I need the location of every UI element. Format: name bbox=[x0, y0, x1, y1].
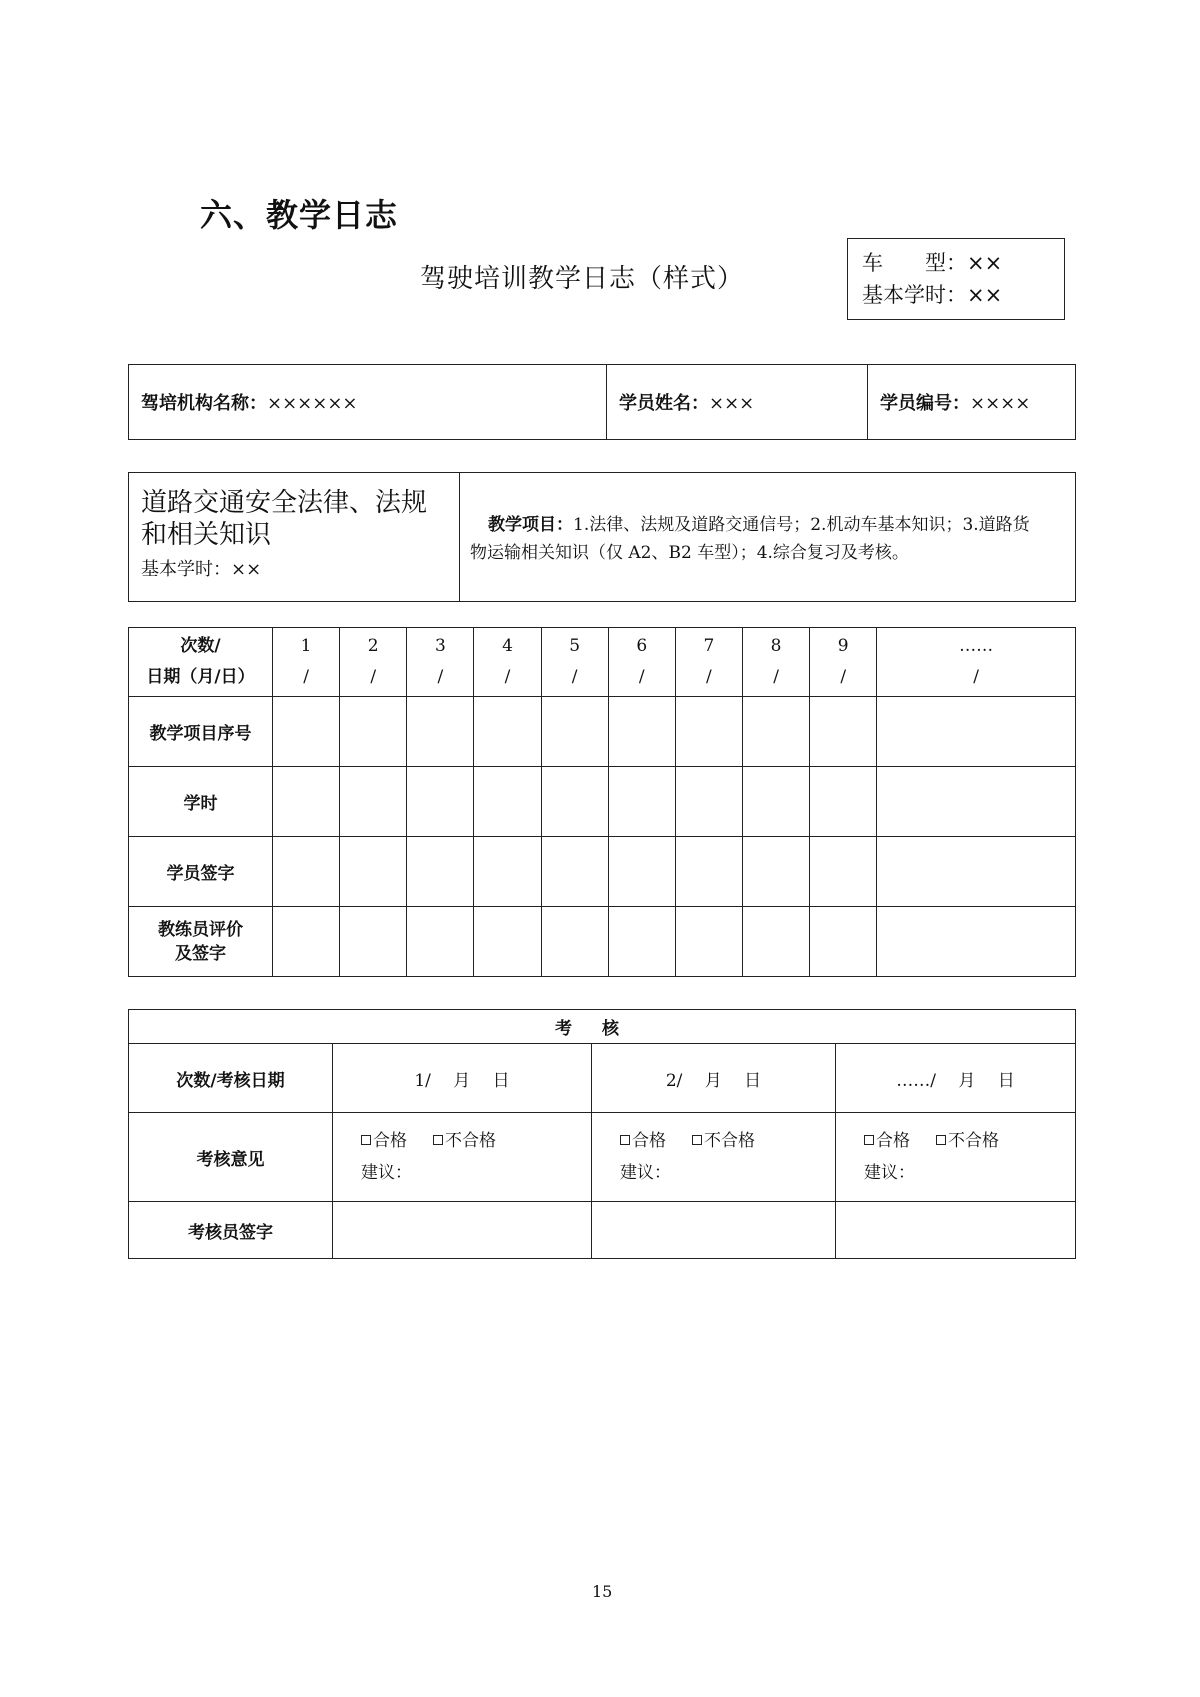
coach-row-line2: 及签字 bbox=[175, 943, 226, 964]
log-cell[interactable] bbox=[608, 767, 675, 837]
session-number: 8 bbox=[770, 636, 782, 656]
log-cell[interactable] bbox=[608, 697, 675, 767]
session-number: 2 bbox=[367, 636, 379, 656]
session-number: 5 bbox=[569, 636, 581, 656]
log-header-cell bbox=[129, 628, 273, 697]
log-cell[interactable] bbox=[742, 697, 809, 767]
subject-name-cell bbox=[129, 473, 460, 602]
student-info-table bbox=[128, 364, 1076, 440]
log-cell[interactable] bbox=[810, 837, 877, 907]
exam-opinion-1 bbox=[333, 1113, 592, 1202]
log-cell[interactable] bbox=[340, 837, 407, 907]
log-cell[interactable] bbox=[340, 697, 407, 767]
session-column-9 bbox=[810, 628, 877, 697]
exam-opinion-more bbox=[836, 1113, 1076, 1202]
vehicle-type-line: 车 型：×× bbox=[862, 251, 1003, 275]
log-header-line2: 日期（月/日） bbox=[146, 667, 255, 687]
log-cell[interactable] bbox=[877, 767, 1076, 837]
exam-date-1[interactable]: 1/ 月 日 bbox=[333, 1044, 592, 1113]
exam-opinion-label: 考核意见 bbox=[129, 1113, 333, 1202]
row-label-student-signature: 学员签字 bbox=[129, 837, 273, 907]
subject-table bbox=[128, 472, 1076, 602]
session-column-6 bbox=[608, 628, 675, 697]
log-cell[interactable] bbox=[877, 907, 1076, 977]
org-name-cell[interactable] bbox=[129, 365, 607, 440]
log-cell[interactable] bbox=[541, 837, 608, 907]
log-cell[interactable] bbox=[474, 907, 541, 977]
examiner-signature-label: 考核员签字 bbox=[129, 1202, 333, 1259]
checkbox-square-icon bbox=[692, 1135, 702, 1145]
suggestion-field[interactable]: 建议： bbox=[620, 1163, 671, 1183]
fail-checkbox[interactable] bbox=[936, 1131, 999, 1151]
student-name-cell[interactable] bbox=[607, 365, 868, 440]
log-cell[interactable] bbox=[877, 837, 1076, 907]
log-cell[interactable] bbox=[273, 697, 340, 767]
org-name-value: ×××××× bbox=[267, 393, 358, 414]
log-cell[interactable] bbox=[810, 907, 877, 977]
session-number: 9 bbox=[837, 636, 849, 656]
row-label-hours: 学时 bbox=[129, 767, 273, 837]
exam-date-more[interactable]: ……/ 月 日 bbox=[836, 1044, 1076, 1113]
session-date-slash[interactable]: / bbox=[370, 667, 377, 687]
log-cell[interactable] bbox=[474, 767, 541, 837]
log-cell[interactable] bbox=[742, 907, 809, 977]
log-cell[interactable] bbox=[474, 697, 541, 767]
pass-label: 合格 bbox=[632, 1131, 666, 1151]
exam-opinion-2 bbox=[592, 1113, 836, 1202]
coach-row-line1: 教练员评价 bbox=[158, 919, 243, 940]
log-cell[interactable] bbox=[675, 767, 742, 837]
teaching-items-cell bbox=[460, 473, 1076, 602]
log-cell[interactable] bbox=[675, 697, 742, 767]
subject-name-line1: 道路交通安全法律、法规 bbox=[141, 488, 428, 518]
checkbox-square-icon bbox=[936, 1135, 946, 1145]
session-date-slash[interactable]: / bbox=[437, 667, 444, 687]
log-cell[interactable] bbox=[675, 907, 742, 977]
exam-date-row-label: 次数/考核日期 bbox=[129, 1044, 333, 1113]
row-label-item-number: 教学项目序号 bbox=[129, 697, 273, 767]
session-number: 3 bbox=[434, 636, 446, 656]
fail-label: 不合格 bbox=[704, 1131, 755, 1151]
session-column-3 bbox=[407, 628, 474, 697]
suggestion-field[interactable]: 建议： bbox=[361, 1163, 412, 1183]
log-cell[interactable] bbox=[273, 837, 340, 907]
log-cell[interactable] bbox=[474, 837, 541, 907]
student-name-value: ××× bbox=[709, 393, 755, 414]
session-column-more bbox=[877, 628, 1076, 697]
pass-checkbox[interactable] bbox=[620, 1131, 666, 1151]
examiner-signature-2[interactable] bbox=[592, 1202, 836, 1259]
log-cell[interactable] bbox=[407, 907, 474, 977]
examiner-signature-1[interactable] bbox=[333, 1202, 592, 1259]
session-column-5 bbox=[541, 628, 608, 697]
teaching-items-line1: 1.法律、法规及道路交通信号；2.机动车基本知识；3.道路货 bbox=[573, 515, 1030, 535]
student-id-label: 学员编号： bbox=[880, 393, 970, 414]
student-name-label: 学员姓名： bbox=[619, 393, 709, 414]
document-title: 驾驶培训教学日志（样式） bbox=[420, 264, 745, 294]
checkbox-square-icon bbox=[620, 1135, 630, 1145]
session-column-4 bbox=[474, 628, 541, 697]
log-cell[interactable] bbox=[340, 907, 407, 977]
session-number: 1 bbox=[300, 636, 312, 656]
section-heading: 六、教学日志 bbox=[200, 196, 399, 234]
pass-label: 合格 bbox=[876, 1131, 910, 1151]
log-cell[interactable] bbox=[608, 907, 675, 977]
fail-label: 不合格 bbox=[445, 1131, 496, 1151]
fail-checkbox[interactable] bbox=[692, 1131, 755, 1151]
session-date-slash[interactable]: / bbox=[571, 667, 578, 687]
log-cell[interactable] bbox=[541, 697, 608, 767]
session-date-slash[interactable]: / bbox=[706, 667, 712, 687]
session-date-slash[interactable]: / bbox=[840, 667, 847, 687]
session-number: 7 bbox=[703, 636, 715, 656]
log-cell[interactable] bbox=[810, 697, 877, 767]
log-cell[interactable] bbox=[877, 697, 1076, 767]
student-id-value: ×××× bbox=[970, 393, 1031, 414]
pass-checkbox[interactable] bbox=[361, 1131, 407, 1151]
checkbox-square-icon bbox=[433, 1135, 443, 1145]
session-date-slash[interactable]: / bbox=[773, 667, 779, 687]
session-number: 6 bbox=[636, 636, 648, 656]
session-date-slash[interactable]: / bbox=[504, 667, 511, 687]
subject-hours: 基本学时：×× bbox=[141, 559, 262, 580]
log-cell[interactable] bbox=[407, 837, 474, 907]
session-column-8 bbox=[742, 628, 809, 697]
session-date-slash[interactable]: / bbox=[638, 667, 645, 687]
examiner-signature-more[interactable] bbox=[836, 1202, 1076, 1259]
log-cell[interactable] bbox=[810, 767, 877, 837]
org-name-label: 驾培机构名称： bbox=[141, 393, 267, 414]
fail-label: 不合格 bbox=[948, 1131, 999, 1151]
session-column-7 bbox=[675, 628, 742, 697]
pass-checkbox[interactable] bbox=[864, 1131, 910, 1151]
exam-table bbox=[128, 1009, 1076, 1259]
log-cell[interactable] bbox=[273, 907, 340, 977]
suggestion-field[interactable]: 建议： bbox=[864, 1163, 915, 1183]
log-cell[interactable] bbox=[608, 837, 675, 907]
session-column-1 bbox=[273, 628, 340, 697]
vehicle-info-box bbox=[847, 238, 1065, 320]
log-cell[interactable] bbox=[407, 697, 474, 767]
teaching-items-line2: 物运输相关知识（仅 A2、B2 车型）；4.综合复习及考核。 bbox=[470, 543, 909, 563]
checkbox-square-icon bbox=[864, 1135, 874, 1145]
session-date-slash[interactable]: / bbox=[973, 667, 979, 687]
log-cell[interactable] bbox=[407, 767, 474, 837]
teaching-items-label: 教学项目： bbox=[488, 515, 573, 535]
log-cell[interactable] bbox=[675, 837, 742, 907]
log-cell[interactable] bbox=[340, 767, 407, 837]
session-date-slash[interactable]: / bbox=[303, 667, 309, 687]
log-header-line1: 次数/ bbox=[180, 636, 221, 656]
log-cell[interactable] bbox=[541, 767, 608, 837]
session-column-2 bbox=[340, 628, 407, 697]
exam-date-2[interactable]: 2/ 月 日 bbox=[592, 1044, 836, 1113]
subject-name-line2: 和相关知识 bbox=[141, 520, 272, 550]
log-cell[interactable] bbox=[273, 767, 340, 837]
page-number: 15 bbox=[592, 1582, 613, 1601]
session-number: …… bbox=[959, 636, 994, 656]
fail-checkbox[interactable] bbox=[433, 1131, 496, 1151]
exam-title: 考核 bbox=[129, 1010, 1076, 1044]
basic-hours-line: 基本学时：×× bbox=[862, 283, 1003, 307]
pass-label: 合格 bbox=[373, 1131, 407, 1151]
row-label-coach-evaluation bbox=[129, 907, 273, 977]
session-number: 4 bbox=[502, 636, 513, 656]
log-cell[interactable] bbox=[742, 837, 809, 907]
teaching-log-table bbox=[128, 627, 1076, 977]
checkbox-square-icon bbox=[361, 1135, 371, 1145]
log-cell[interactable] bbox=[541, 907, 608, 977]
log-cell[interactable] bbox=[742, 767, 809, 837]
student-id-cell[interactable] bbox=[868, 365, 1076, 440]
